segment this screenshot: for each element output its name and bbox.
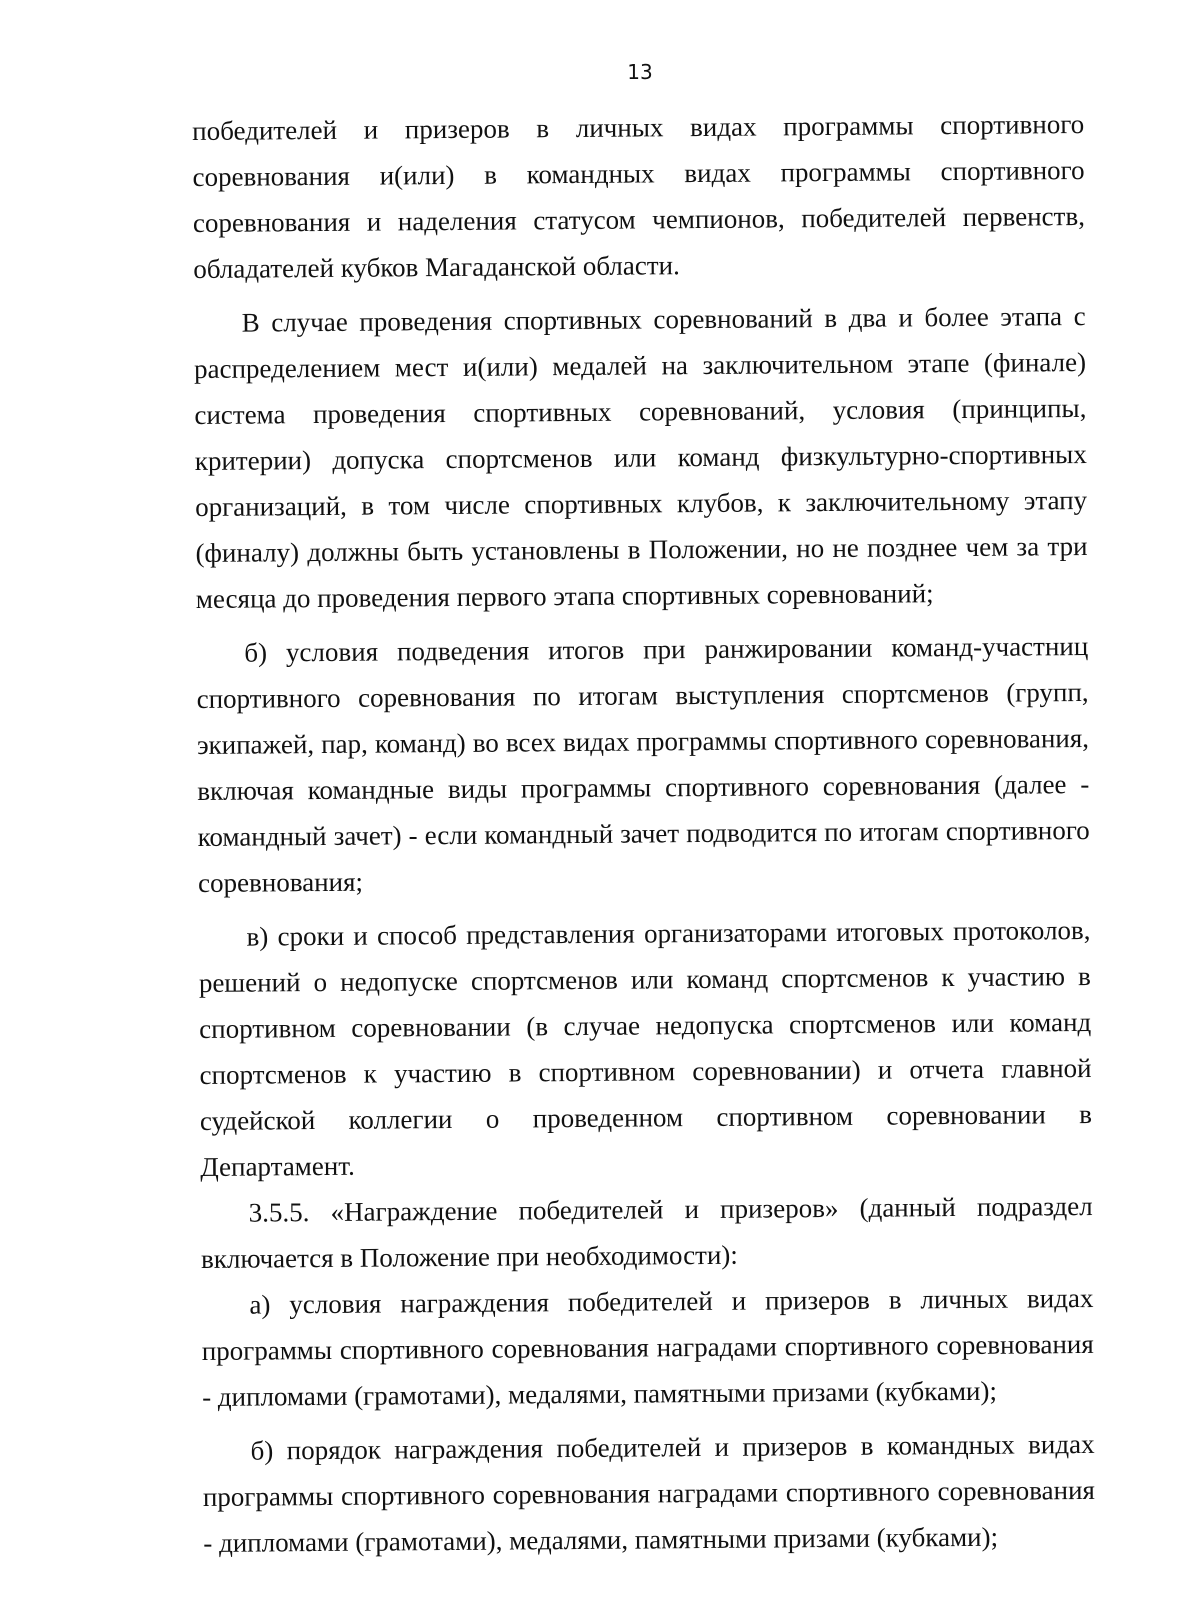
paragraph-7: б) порядок награждения победителей и призеров в командных видах программы спортивного соревнования наградами спортивного соревнования - дипломами (грамотами), медалями, памятными призами (кубками);: [202, 1428, 1095, 1558]
paragraph-6: а) условия награждения победителей и призеров в личных видах программы спортивного соревнования наградами спортивного соревнования - дипломами (грамотами), медалями, памятными призами (кубками);: [201, 1282, 1094, 1412]
document-body: [192, 101, 1095, 1566]
paragraph-3: б) условия подведения итогов при ранжировании команд-участниц спортивного соревнования по итогам выступления спортсменов (групп, экипажей, пар, команд) во всех видах программы спортивного соревнования, включая командные виды программы спортивного соревнования (далее - командный зачет) - если командный зачет подводится по итогам спортивного соревнования;: [196, 630, 1090, 898]
page-number: 13: [627, 60, 653, 84]
paragraph-1: победителей и призеров в личных видах программы спортивного соревнования и(или) в командных видах программы спортивного соревнования и наделения статусом чемпионов, победителей первенств, обладателей кубков Магаданской области.: [192, 108, 1085, 284]
paragraph-4: в) сроки и способ представления организаторами итоговых протоколов, решений о недопуске спортсменов или команд спортсменов к участию в спортивном соревновании (в случае недопуска спортсменов или команд спортсменов к участию в спортивном соревновании) и отчета главной судейской коллегии о проведенном спортивном соревновании в Департамент.: [198, 914, 1093, 1182]
paragraph-2: В случае проведения спортивных соревнований в два и более этапа с распределением мест и(или) медалей на заключительном этапе (финале) система проведения спортивных соревнований, условия (принципы, критерии) допуска спортсменов или команд физкультурно-спортивных организаций, в том числе спортивных клубов, к заключительному этапу (финалу) должны быть установлены в Положении, но не позднее чем за три месяца до проведения первого этапа спортивных соревнований;: [193, 300, 1088, 614]
paragraph-5: 3.5.5. «Награждение победителей и призеров» (данный подраздел включается в Положение при необходимости):: [200, 1190, 1093, 1274]
